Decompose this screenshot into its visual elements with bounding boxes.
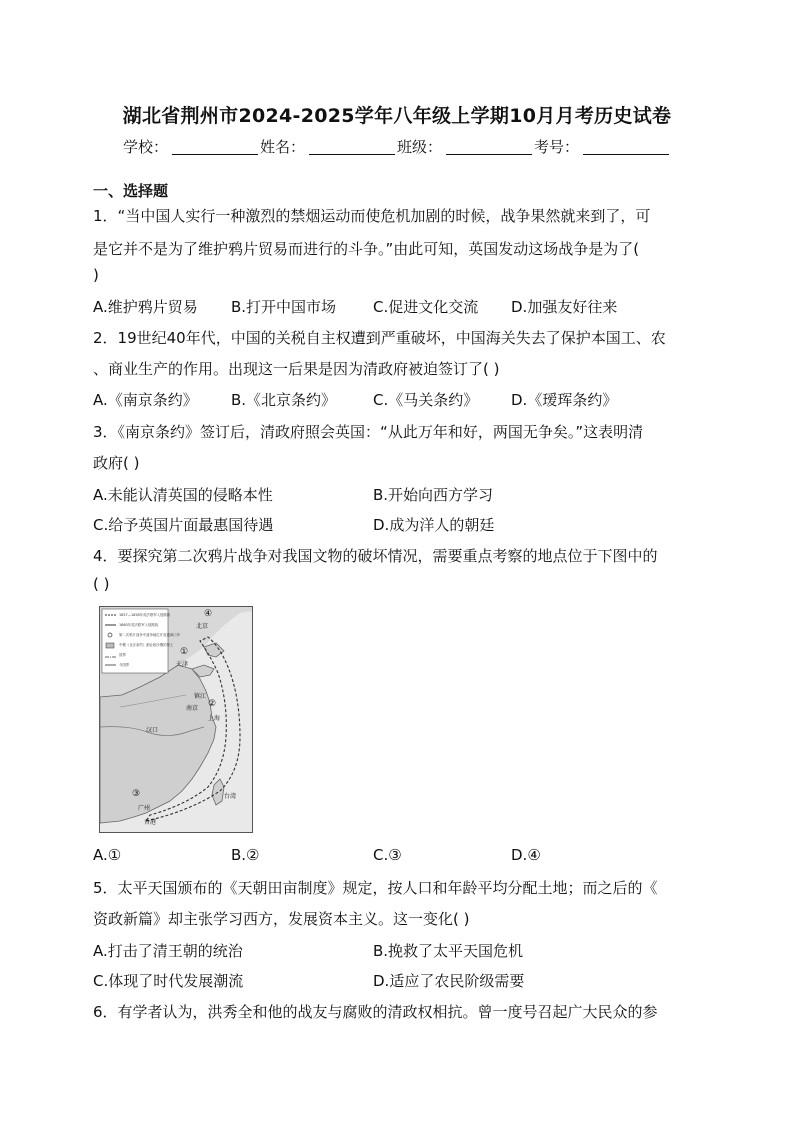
q2-option-a[interactable]: A.《南京条约》 [93,391,198,409]
q1-line2: 是它并不是为了维护鸦片贸易而进行的斗争。”由此可知，英国发动这场战争是为了( [93,240,640,258]
q1-line1: 1．“当中国人实行一种激烈的禁烟运动而使危机加剧的时候，战争果然就来到了，可 [93,207,651,225]
q3-option-b[interactable]: B.开始向西方学习 [373,486,494,504]
q1-option-d[interactable]: D.加强友好往来 [511,298,618,316]
student-info-line [0,136,794,157]
name-blank[interactable] [309,154,395,155]
q3-line1: 3．《南京条约》签订后，清政府照会英国：“从此万年和好，两国无争矣。”这表明清 [93,423,644,441]
q1-option-b[interactable]: B.打开中国市场 [231,298,337,316]
q2-line2: 、商业生产的作用。出现这一后果是因为清政府被迫签订了( ) [93,360,500,378]
q4-option-a[interactable]: A.① [93,846,122,864]
map-place-taiwan: 台湾 [224,793,237,800]
q2-line1: 2．19世纪40年代，中国的关税自主权遭到严重破坏，中国海关失去了保护本国工、农 [93,329,666,347]
q3-option-d[interactable]: D.成为洋人的朝廷 [373,516,495,534]
q5-line1: 5．太平天国颁布的《天朝田亩制度》规定，按人口和年龄平均分配土地；而之后的《 [93,879,658,897]
map-place-tianjin: 天津 [176,661,189,668]
q5-line2: 资政新篇》却主张学习西方，发展资本主义。这一变化( ) [93,910,470,928]
map-marker-3: ③ [132,789,141,799]
map-marker-4: ④ [204,609,213,619]
q4-option-c[interactable]: C.③ [373,846,402,864]
q3-option-c[interactable]: C.给予英国片面最惠国待遇 [93,516,274,534]
q2-option-b[interactable]: B.《北京条约》 [231,391,337,409]
q5-option-d[interactable]: D.适应了农民阶级需要 [373,972,525,990]
map-place-shanghai: 上海 [208,715,221,722]
map-place-zhenjiang: 镇江 [194,693,207,700]
class-label: 班级： [397,138,443,156]
q4-option-b[interactable]: B.② [231,846,260,864]
map-legend-item: 中俄《北京条约》割让给沙俄的领土 [119,643,174,647]
second-opium-war-map [99,606,253,833]
q6-line1: 6．有学者认为，洪秀全和他的战友与腐败的清政权相抗。曾一度号召起广大民众的参 [93,1003,658,1021]
q4-option-d[interactable]: D.④ [511,846,541,864]
map-legend-item: 今国界 [119,663,130,667]
exam-no-blank[interactable] [583,154,669,155]
q3-line2: 政府( ) [93,454,140,472]
q4-line1: 4．要探究第二次鸦片战争对我国文物的破坏情况，需要重点考察的地点位于下图中的 [93,547,658,565]
map-legend-item: 国界 [119,653,126,657]
section-title: 一、选择题 [93,182,169,200]
map-legend-item: 1860年英法联军入侵路线 [119,623,159,627]
map-legend-item: 1857—1858年英法联军入侵路线 [119,613,171,617]
map-marker-1: ① [180,647,189,657]
map-place-hongkong: 香港 [144,819,157,826]
q2-option-c[interactable]: C.《马关条约》 [373,391,479,409]
q1-option-a[interactable]: A.维护鸦片贸易 [93,298,198,316]
school-label: 学校： [122,138,168,156]
map-place-nanjing: 南京 [186,705,199,712]
exam-no-label: 考号： [534,138,580,156]
q2-option-d[interactable]: D.《瑷珲条约》 [511,391,618,409]
q1-option-c[interactable]: C.促进文化交流 [373,298,479,316]
name-label: 姓名： [259,138,305,156]
q5-option-b[interactable]: B.挽救了太平天国危机 [373,942,524,960]
q5-option-a[interactable]: A.打击了清王朝的统治 [93,942,243,960]
map-legend [119,610,181,670]
q1-line3: ) [93,266,99,284]
map-place-guangzhou: 广州 [138,805,151,812]
map-legend-item: 第二次鸦片战争中战争地位开放通商口岸 [119,633,181,637]
class-blank[interactable] [446,154,532,155]
q5-option-c[interactable]: C.体现了时代发展潮流 [93,972,244,990]
map-place-beijing: 北京 [196,623,209,630]
map-place-hankou: 汉口 [146,727,159,734]
q3-option-a[interactable]: A.未能认清英国的侵略本性 [93,486,273,504]
map-marker-2: ② [208,699,217,709]
school-blank[interactable] [172,154,258,155]
q4-line2: ( ) [93,575,110,593]
page-title: 湖北省荆州市2024-2025学年八年级上学期10月月考历史试卷 [122,105,672,127]
